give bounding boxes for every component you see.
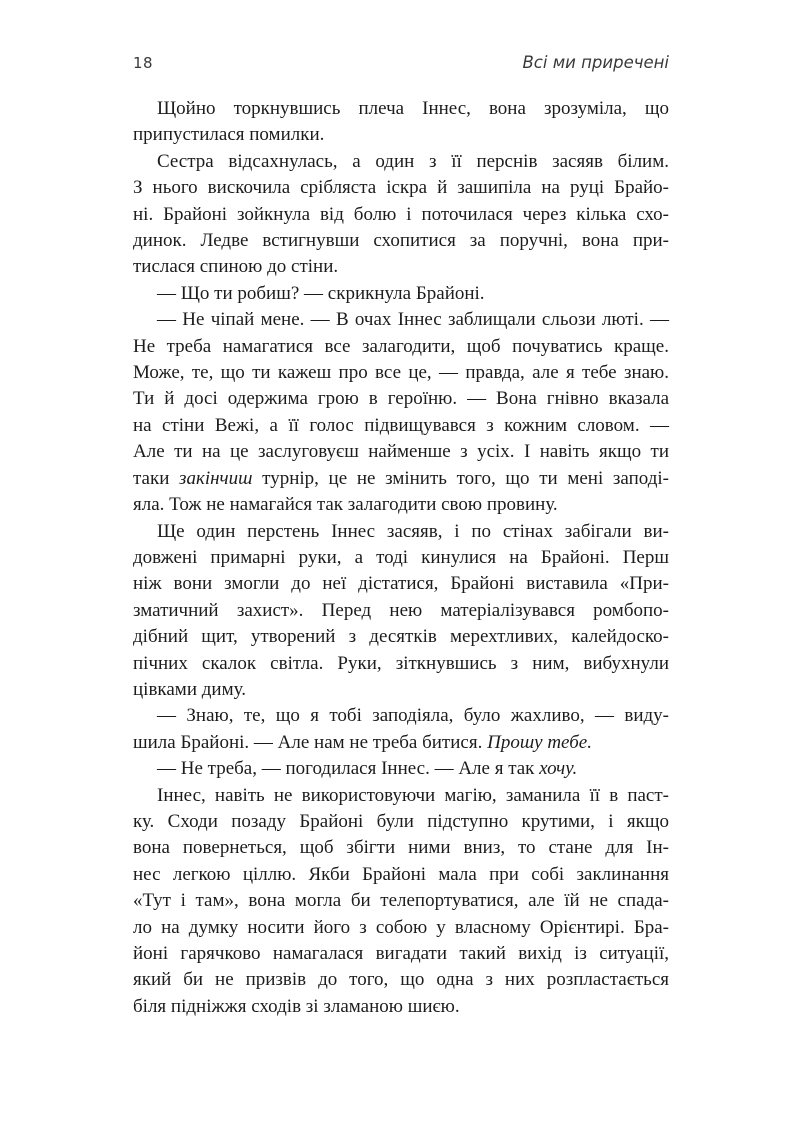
text-line [133, 175, 669, 201]
text-line [133, 941, 669, 967]
text-run: тислася спиною до стіни. [133, 256, 339, 278]
text-run: Ти й досі одержима грою в героїню. — Вона гнівно вказала [133, 388, 669, 410]
text-run: вона повернеться, щоб збігти ними вниз, то стане для Ін- [133, 837, 669, 859]
text-line [133, 598, 669, 624]
text-run: пічних скалок світла. Руки, зіткнувшись з ним, вибухнули [133, 652, 669, 674]
paragraph [133, 703, 669, 756]
text-line [133, 756, 669, 782]
text-line [133, 386, 669, 412]
body-text [133, 96, 669, 1020]
text-run: ніж вони змогли до неї дістатися, Брайоні виставила «При- [133, 573, 669, 595]
text-run: турнір, це не змінить того, що ти мені заподі- [252, 467, 669, 489]
text-line [133, 466, 669, 492]
paragraph [133, 756, 669, 782]
text-line [133, 149, 669, 175]
text-run: припустилася помилки. [133, 124, 325, 146]
text-line [133, 202, 669, 228]
text-run: — Не треба, — погодилася Іннес. — Але я так [157, 758, 540, 780]
text-line [133, 862, 669, 888]
text-line [133, 835, 669, 861]
text-line [133, 915, 669, 941]
text-line [133, 967, 669, 993]
text-run: яла. Тож не намагайся так залагодити свою провину. [133, 494, 558, 516]
text-run: ні. Брайоні зойкнула від болю і поточилася через кілька схо- [133, 203, 669, 225]
paragraph [133, 281, 669, 307]
text-run: цівками диму. [133, 678, 246, 700]
text-run: — Знаю, те, що я тобі заподіяла, було жахливо, — виду- [157, 705, 669, 727]
text-run: Може, те, що ти кажеш про все це, — правда, але я тебе знаю. [133, 362, 669, 384]
text-run: ку. Сходи позаду Брайоні були підступно крутими, і якщо [133, 810, 669, 832]
text-line [133, 439, 669, 465]
paragraph [133, 149, 669, 281]
text-run: Щойно торкнувшись плеча Іннес, вона зрозуміла, що [157, 98, 669, 119]
text-run: динок. Ледве встигнувши схопитися за поручні, вона при- [133, 230, 669, 252]
text-line [133, 122, 669, 148]
text-line [133, 519, 669, 545]
text-line [133, 809, 669, 835]
text-run: З нього вискочила срібляста іскра й зашипіла на руці Брайо- [133, 177, 669, 199]
text-run: на стіни Вежі, а її голос підвищувався з кожним словом. — [133, 414, 669, 436]
running-head [133, 53, 669, 72]
emphasized-text: закінчиш [179, 467, 253, 489]
text-run: який би не призвів до того, що одна з них розпластається [133, 969, 669, 991]
text-run: біля підніжжя сходів зі зламаною шиєю. [133, 995, 460, 1017]
text-line [133, 254, 669, 280]
text-run: зматичний захист». Перед нею матеріалізувався ромбопо- [133, 599, 669, 621]
text-line [133, 307, 669, 333]
text-line [133, 413, 669, 439]
emphasized-text: хочу. [539, 758, 578, 780]
text-line [133, 334, 669, 360]
text-run: йоні гарячково намагалася вигадати такий вихід із ситуації, [133, 943, 669, 964]
text-run: Іннес, навіть не використовуючи магію, заманила її в паст- [157, 784, 669, 806]
text-line [133, 651, 669, 677]
text-line [133, 228, 669, 254]
text-line [133, 360, 669, 386]
text-line [133, 783, 669, 809]
text-run: довжені примарні руки, а тоді кинулися на Брайоні. Перш [133, 546, 669, 568]
text-run: таки [133, 467, 180, 489]
running-title: Всі ми приречені [522, 53, 669, 72]
text-line [133, 888, 669, 914]
text-run: Але ти на це заслуговуєш найменше з усіх. І навіть якщо ти [133, 441, 669, 463]
text-run: нес легкою ціллю. Якби Брайоні мала при собі заклинання [133, 863, 669, 885]
text-line [133, 281, 669, 307]
text-line [133, 624, 669, 650]
text-run: — Не чіпай мене. — В очах Іннес заблищали сльози люті. — [157, 309, 669, 331]
text-run: ло на думку носити його з собою у власному Орієнтирі. Бра- [133, 916, 669, 938]
text-run: Не треба намагатися все залагодити, щоб почуватись краще. [133, 335, 669, 357]
paragraph [133, 96, 669, 149]
text-run: шила Брайоні. — Але нам не треба битися. [133, 731, 488, 753]
text-line [133, 994, 669, 1020]
paragraph [133, 307, 669, 518]
emphasized-text: Прошу тебе. [487, 731, 592, 753]
text-run: Сестра відсахнулась, а один з її перснів засяяв білим. [157, 150, 669, 172]
text-run: Ще один перстень Іннес засяяв, і по стінах забігали ви- [157, 520, 669, 542]
text-line [133, 677, 669, 703]
text-run: дібний щит, утворений з десятків мерехтливих, калейдоско- [133, 626, 669, 648]
text-run: «Тут і там», вона могла би телепортуватися, але їй не спада- [133, 890, 669, 912]
text-line [133, 703, 669, 729]
text-line [133, 730, 669, 756]
text-run: — Що ти робиш? — скрикнула Брайоні. [157, 282, 485, 304]
paragraph [133, 519, 669, 704]
text-line [133, 492, 669, 518]
text-line [133, 571, 669, 597]
paragraph [133, 783, 669, 1021]
text-line [133, 96, 669, 122]
text-line [133, 545, 669, 571]
page-number: 18 [133, 54, 154, 72]
